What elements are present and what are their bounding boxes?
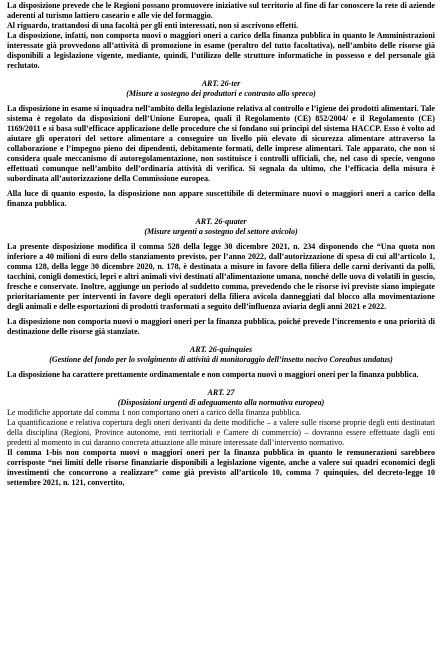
art-27-plain-paragraph: La quantificazione e relativa copertura degli oneri derivanti da dette modifiche – a valere sulle risorse proprie degli enti destinatari della disciplina (Regioni, Province autonome, enti territoriali e Camere di commercio) – dovranno essere effettuate dagli enti predetti al momento in cui daranno concreta attuazione alle misure interessate dall’intervento normativo.: [7, 418, 435, 447]
art-26-quater-title: ART. 26-quater: [195, 217, 247, 226]
art-26-quater-subtitle: (Misure urgenti a sostegno del settore avicolo): [144, 227, 298, 236]
art-26-quater-section: [7, 217, 435, 337]
intro-paragraph-1: La disposizione prevede che le Regioni possano promuovere iniziative sul territorio al fine di far conoscere la rete di aziende aderenti al turismo lattiero caseario e alle vie del formaggio.: [7, 1, 435, 20]
art-26-ter-title: ART. 26-ter: [201, 79, 241, 88]
art-26-quinquies-paragraph-1: La disposizione ha carattere prettamente ordinamentale e non comporta nuovi o maggiori oneri per la finanza pubblica.: [7, 370, 419, 379]
art-27-subtitle: (Disposizioni urgenti di adeguamento alla normativa europea): [117, 398, 325, 407]
art-26-quinquies-subtitle: (Gestione del fondo per lo svolgimento di attività di monitoraggio dell’insetto nocivo Coreabus undatus): [49, 355, 393, 364]
art-26-quater-paragraph-2: La disposizione non comporta nuovi o maggiori oneri per la finanza pubblica, poiché prevede l’incremento e una priorità di destinazione delle risorse già stanziate.: [7, 317, 435, 336]
art-26-ter-paragraph-2: Alla luce di quanto esposto, la disposizione non appare suscettibile di determinare nuovi o maggiori oneri a carico della finanza pubblica.: [7, 189, 435, 208]
art-27-section: [7, 388, 435, 488]
art-26-quater-paragraph-1: La presente disposizione modifica il comma 528 della legge 30 dicembre 2021, n. 234 disponendo che “Una quota non inferiore a 40 milioni di euro dello stanziamento previsto, per l’anno 2022, dall’autorizzazione di spesa di cui all’articolo 1, comma 128, della legge 30 dicembre 2020, n. 178, è destinata a misure in favore della filiera delle carni derivanti da polli, tacchini, conigli domestici, lepri e altri animali vivi destinati all’alimentazione umana, nonché delle uova di volatili in guscio, fresche e conservate. Inoltre, aggiunge un periodo al suddetto comma, prevedendo che le risorse ivi previste siano impiegate prioritariamente per interventi in favore degli operatori della filiera avicola danneggiati dal blocco alla movimentazione degli animali e delle esportazioni di prodotti trasformati a seguito dell’influenza aviaria degli anni 2021 e 2022.: [7, 242, 435, 311]
intro-paragraph-2: Al riguardo, trattandosi di una facoltà per gli enti interessati, non si ascrivono effetti.: [7, 21, 299, 30]
art-27-lead-paragraph: Le modifiche apportate dal comma 1 non comportano oneri a carico della finanza pubblica.: [7, 408, 302, 417]
intro-paragraph-3: La disposizione, infatti, non comporta nuovi o maggiori oneri a carico della finanza pubblica in quanto le Amministrazioni interessate già provvedono all’attività di promozione in esame (peraltro del tutto facoltativa), nell’ambito delle risorse già disponibili a legislazione vigente, mediante, quindi, l’utilizzo delle strutture informatiche in possesso e del personale già reclutato.: [7, 31, 435, 70]
art-26-ter-section: [7, 79, 435, 209]
art-27-title: ART. 27: [207, 388, 235, 397]
intro-section: [7, 1, 435, 71]
art-26-quinquies-title: ART. 26-quinquies: [189, 345, 253, 354]
art-26-ter-subtitle: (Misure a sostegno dei produttori e contrasto allo spreco): [126, 89, 316, 98]
art-26-quinquies-section: [7, 345, 435, 380]
art-26-ter-paragraph-1: La disposizione in esame si inquadra nell’ambito della legislazione relativa al controllo e l’igiene dei prodotti alimentari. Tale sistema è regolato da disposizioni dell’Unione Europea, quali il Regolamento (CE) 852/2004/ e il Regolamento (CE) 1169/2011 e si basa sull’efficace applicazione delle procedure che si fondano sui principi del sistema HACCP. Esso è volto ad aiutare gli operatori del settore alimentare a conseguire un livello più elevato di sicurezza alimentare attraverso la collaborazione e l’impegno pieno dei dipendenti, debitamente formati, delle imprese alimentari. Tale apparato, che non si considera quale meccanismo di autoregolamentazione, non sostituisce i controlli ufficiali, che, nel caso di specie, vengono effettuati comunque nell’ambito dell’ordinaria attività di verifica. Si segnala da ultimo, che l’efficacia della misura è subordinata all’autorizzazione della Commissione europea.: [7, 104, 435, 183]
art-27-last-paragraph: Il comma 1-bis non comporta nuovi o maggiori oneri per la finanza pubblica in quanto le remunerazioni sarebbero corrisposte “nei limiti delle risorse finanziarie disponibili a legislazione vigente, anche a valere sui quadri economici degli investimenti che concorrono a realizzare” come già previsto all’articolo 10, comma 7 quinquies, del decreto-legge 10 settembre 2021, n. 121, convertito,: [7, 448, 435, 487]
